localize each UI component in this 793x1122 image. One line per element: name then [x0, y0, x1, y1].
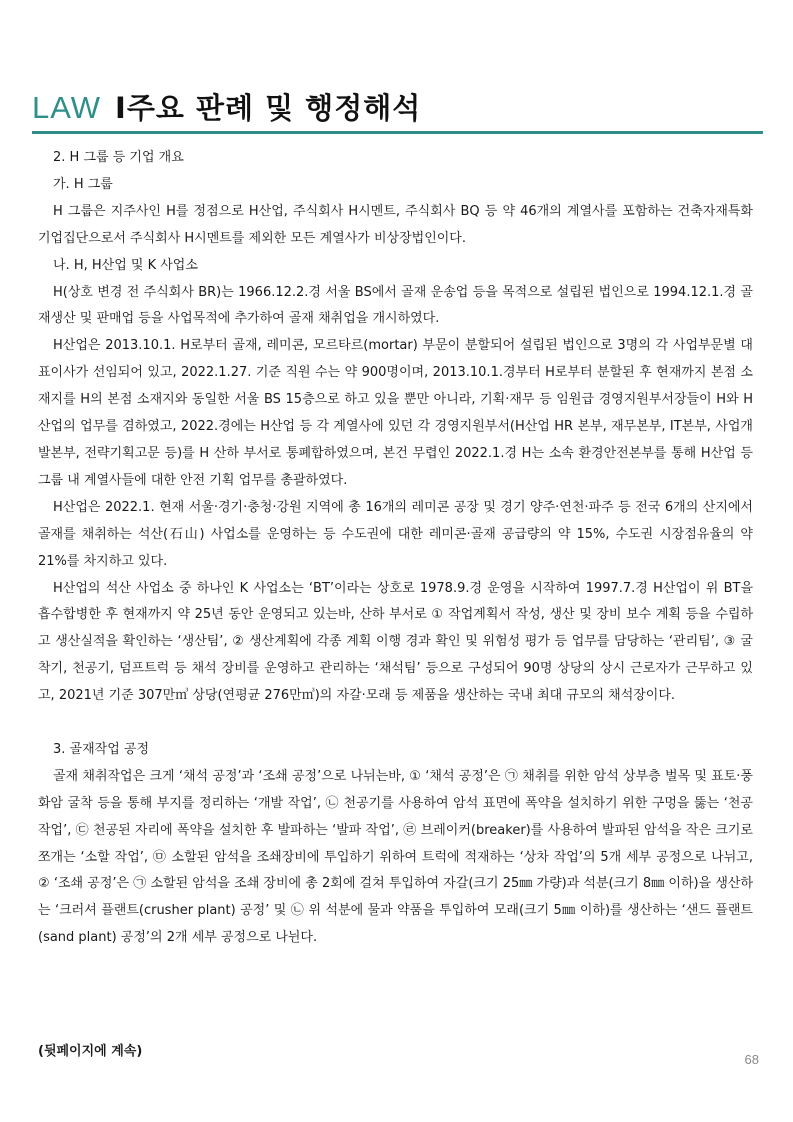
paragraph-h-company: H(상호 변경 전 주식회사 BR)는 1966.12.2.경 서울 BS에서 골재 운송업 등을 목적으로 설립된 법인으로 1994.12.1.경 골재생산 및 판매업 등을 사업목적에 추가하여 골재 채취업을 개시하였다. — [38, 284, 753, 327]
paragraph-k-site: H산업의 석산 사업소 중 하나인 K 사업소는 ‘BT’이라는 상호로 1978.9.경 운영을 시작하여 1997.7.경 H산업이 위 BT을 흡수합병한 후 현재까지 약 25년 동안 운영되고 있는바, 산하 부서로 ① 작업계획서 작성, 생산 및 장비 보수 계획 등을 수립하고 생산실적을 확인하는 ‘생산팀’, ② 생산계획에 각종 계획 이행 경과 확인 및 위험성 평가 등 업무를 담당하는 ‘관리팀’, ③ 굴착기, 천공기, 덤프트럭 등 채석 장비를 운영하고 관리하는 ‘채석팀’ 등으로 구성되어 90명 상당의 상시 근로자가 근무하고 있고, 2021년 기준 307만㎥ 상당(연평균 276만㎥)의 자갈·모래 등 제품을 생산하는 국내 최대 규모의 채석장이다. — [38, 580, 753, 704]
section-label: LAW — [32, 90, 102, 125]
subsection-heading-2a: 가. H 그룹 — [53, 176, 113, 192]
continued-note: (뒷페이지에 계속) — [38, 1044, 143, 1059]
paragraph-process: 골재 채취작업은 크게 ‘채석 공정’과 ‘조쇄 공정’으로 나뉘는바, ① ‘채석 공정’은 ㉠ 채취를 위한 암석 상부층 벌목 및 표토·풍화암 굴착 등을 통해 부지를 정리하는 ‘개발 작업’, ㉡ 천공기를 사용하여 암석 표면에 폭약을 설치하기 위한 구멍을 뚫는 ‘천공작업’, ㉢ 천공된 자리에 폭약을 설치한 후 발파하는 ‘발파 작업’, ㉣ 브레이커(breaker)를 사용하여 발파된 암석을 작은 크기로 쪼개는 ‘소할 작업’, ㉤ 소할된 암석을 조쇄장비에 투입하기 위하여 트럭에 적재하는 ‘상차 작업’의 5개 세부 공정으로 나뉘고, ② ‘조쇄 공정’은 ㉠ 소할된 암석을 조쇄 장비에 총 2회에 걸쳐 투입하여 자갈(크기 25㎜ 가량)과 석분(크기 8㎜ 이하)을 생산하는 ‘크러셔 플랜트(crusher plant) 공정’ 및 ㉡ 위 석분에 물과 약품을 투입하여 모래(크기 5㎜ 이하)를 생산하는 ‘샌드 플랜트(sand plant) 공정’의 2개 세부 공정으로 나뉜다. — [38, 768, 753, 946]
section-heading-2: 2. H 그룹 등 기업 개요 — [53, 150, 184, 165]
paragraph-h-industry: H산업은 2013.10.1. H로부터 골재, 레미콘, 모르타르(mortar) 부문이 분할되어 설립된 법인으로 3명의 각 사업부문별 대표이사가 선임되어 있고, 2022.1.27. 기준 직원 수는 약 900명이며, 2013.10.1.경부터 H로부터 분할된 후 현재까지 본점 소재지를 H의 본점 소재지와 동일한 서울 BS 15층으로 하고 있을 뿐만 아니라, 기획·재무 등 임원급 경영지원부서장들이 H와 H산업의 업무를 겸하였고, 2022.경에는 H산업 등 각 계열사에 있던 각 경영지원부서(H산업 HR 본부, 재무본부, IT본부, 사업개발본부, 전략기획고문 등)를 H 산하 부서로 통폐합하였으며, 본건 무렵인 2022.1.경 H는 소속 환경안전본부를 통해 H산업 등 그룹 내 계열사들에 대한 안전 기획 업무를 총괄하였다. — [38, 338, 753, 488]
header-row — [32, 86, 764, 127]
page-header — [32, 86, 764, 127]
section-heading-3: 3. 골재작업 공정 — [53, 741, 150, 757]
document-body — [38, 145, 753, 952]
paragraph-gap — [38, 710, 753, 737]
paragraph-h-industry-market: H산업은 2022.1. 현재 서울·경기·충청·강원 지역에 총 16개의 레미콘 공장 및 경기 양주·연천·파주 등 전국 6개의 산지에서 골재를 채취하는 석산(石山) 사업소를 운영하는 등 수도권에 대한 레미콘·골재 공급량의 약 15%, 수도권 시장점유율의 약 21%를 차지하고 있다. — [38, 499, 753, 569]
header-divider — [32, 131, 763, 134]
page-title: Ⅰ주요 판례 및 행정해석 — [115, 91, 422, 125]
page-number: 68 — [744, 1052, 759, 1067]
subsection-heading-2b: 나. H, H산업 및 K 사업소 — [53, 257, 198, 273]
paragraph-h-group: H 그룹은 지주사인 H를 정점으로 H산업, 주식회사 H시멘트, 주식회사 BQ 등 약 46개의 계열사를 포함하는 건축자재특화 기업집단으로서 주식회사 H시멘트를 제외한 모든 계열사가 비상장법인이다. — [38, 203, 753, 246]
